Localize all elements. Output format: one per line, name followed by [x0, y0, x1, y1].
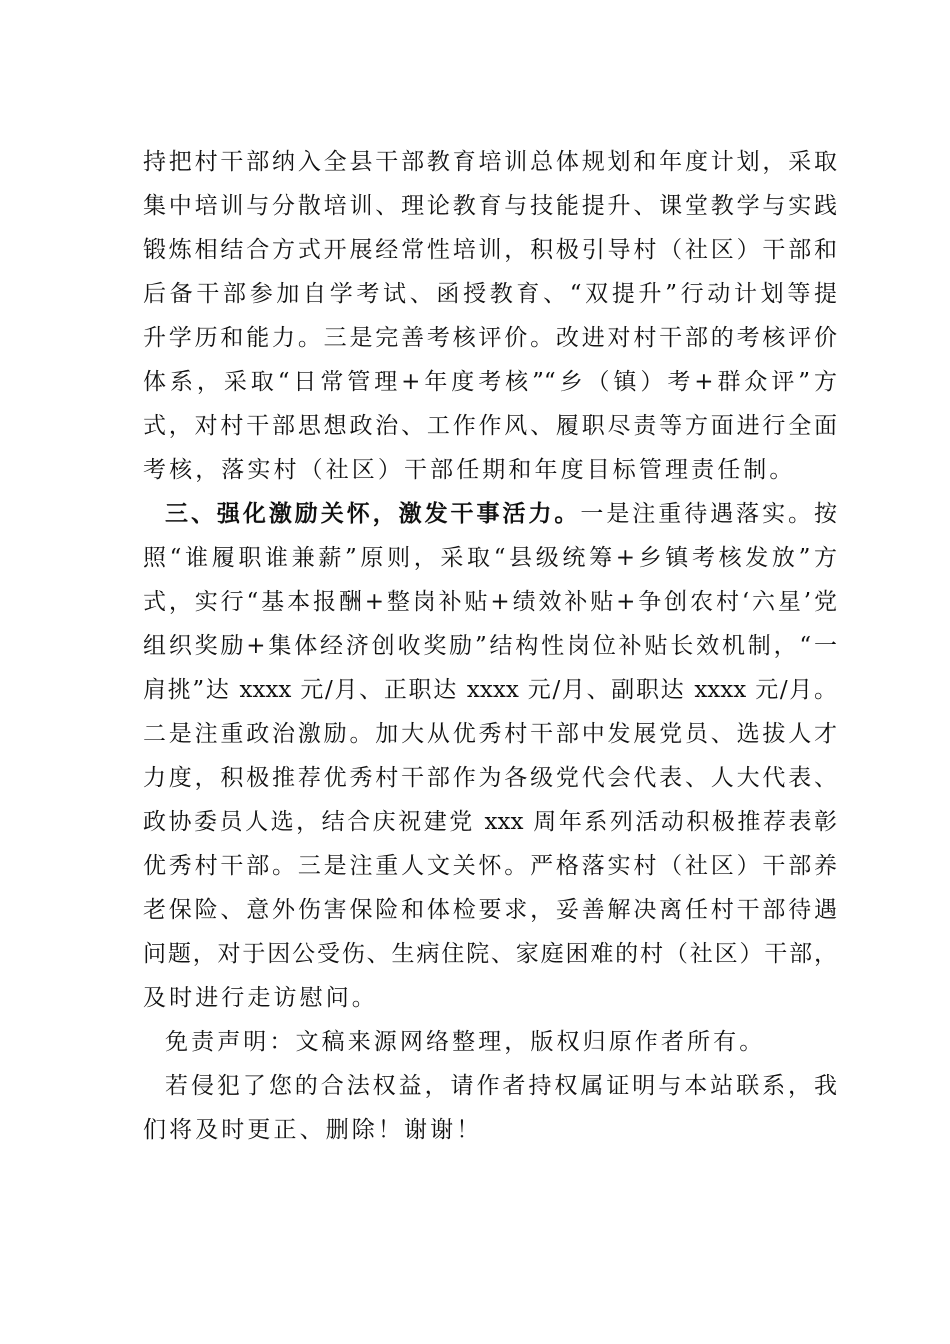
paragraph-training	[143, 140, 837, 492]
text-line: 后备干部参加自学考试、函授教育、“双提升”行动计划等提	[143, 281, 837, 307]
disclaimer-line: 免责声明：文稿来源网络整理，版权归原作者所有。	[165, 1029, 766, 1055]
text-line: 考核，落实村（社区）干部任期和年度目标管理责任制。	[143, 457, 796, 483]
paragraph-incentives	[143, 492, 837, 1020]
section-heading-line	[143, 492, 837, 536]
text-line: 锻炼相结合方式开展经常性培训，积极引导村（社区）干部和	[143, 237, 837, 263]
text-line: 集中培训与分散培训、理论教育与技能提升、课堂教学与实践	[143, 193, 837, 219]
disclaimer	[143, 1020, 837, 1152]
text-line: 体系，采取“日常管理+年度考核”“乡（镇）考+群众评”方	[143, 369, 837, 395]
text-line: 二是注重政治激励。加大从优秀村干部中发展党员、选拔人才	[143, 721, 837, 747]
text-line: 照“谁履职谁兼薪”原则，采取“县级统筹+乡镇考核发放”方	[143, 545, 837, 571]
text-line: 升学历和能力。三是完善考核评价。改进对村干部的考核评价	[143, 325, 837, 351]
text-line: 政协委员人选，结合庆祝建党 xxx 周年系列活动积极推荐表彰	[143, 809, 837, 835]
document-page	[143, 140, 837, 1152]
text-line: 持把村干部纳入全县干部教育培训总体规划和年度计划，采取	[143, 149, 837, 175]
text-line: 肩挑”达 xxxx 元/月、正职达 xxxx 元/月、副职达 xxxx 元/月。	[143, 677, 837, 703]
disclaimer-line: 们将及时更正、删除！谢谢！	[143, 1117, 483, 1143]
text-line: 力度，积极推荐优秀村干部作为各级党代会代表、人大代表、	[143, 765, 837, 791]
text-line: 组织奖励+集体经济创收奖励”结构性岗位补贴长效机制，“一	[143, 633, 837, 659]
text-line: 式，对村干部思想政治、工作作风、履职尽责等方面进行全面	[143, 413, 837, 439]
text-line: 一是注重待遇落实。按	[580, 501, 838, 527]
text-line: 式，实行“基本报酬+整岗补贴+绩效补贴+争创农村‘六星’党	[143, 589, 837, 615]
text-line: 老保险、意外伤害保险和体检要求，妥善解决离任村干部待遇	[143, 897, 837, 923]
section-heading: 三、强化激励关怀，激发干事活力。	[165, 501, 581, 527]
disclaimer-line: 若侵犯了您的合法权益，请作者持权属证明与本站联系，我	[165, 1073, 837, 1099]
text-line: 优秀村干部。三是注重人文关怀。严格落实村（社区）干部养	[143, 853, 837, 879]
text-line: 问题，对于因公受伤、生病住院、家庭困难的村（社区）干部，	[143, 941, 837, 967]
text-line: 及时进行走访慰问。	[143, 985, 378, 1011]
